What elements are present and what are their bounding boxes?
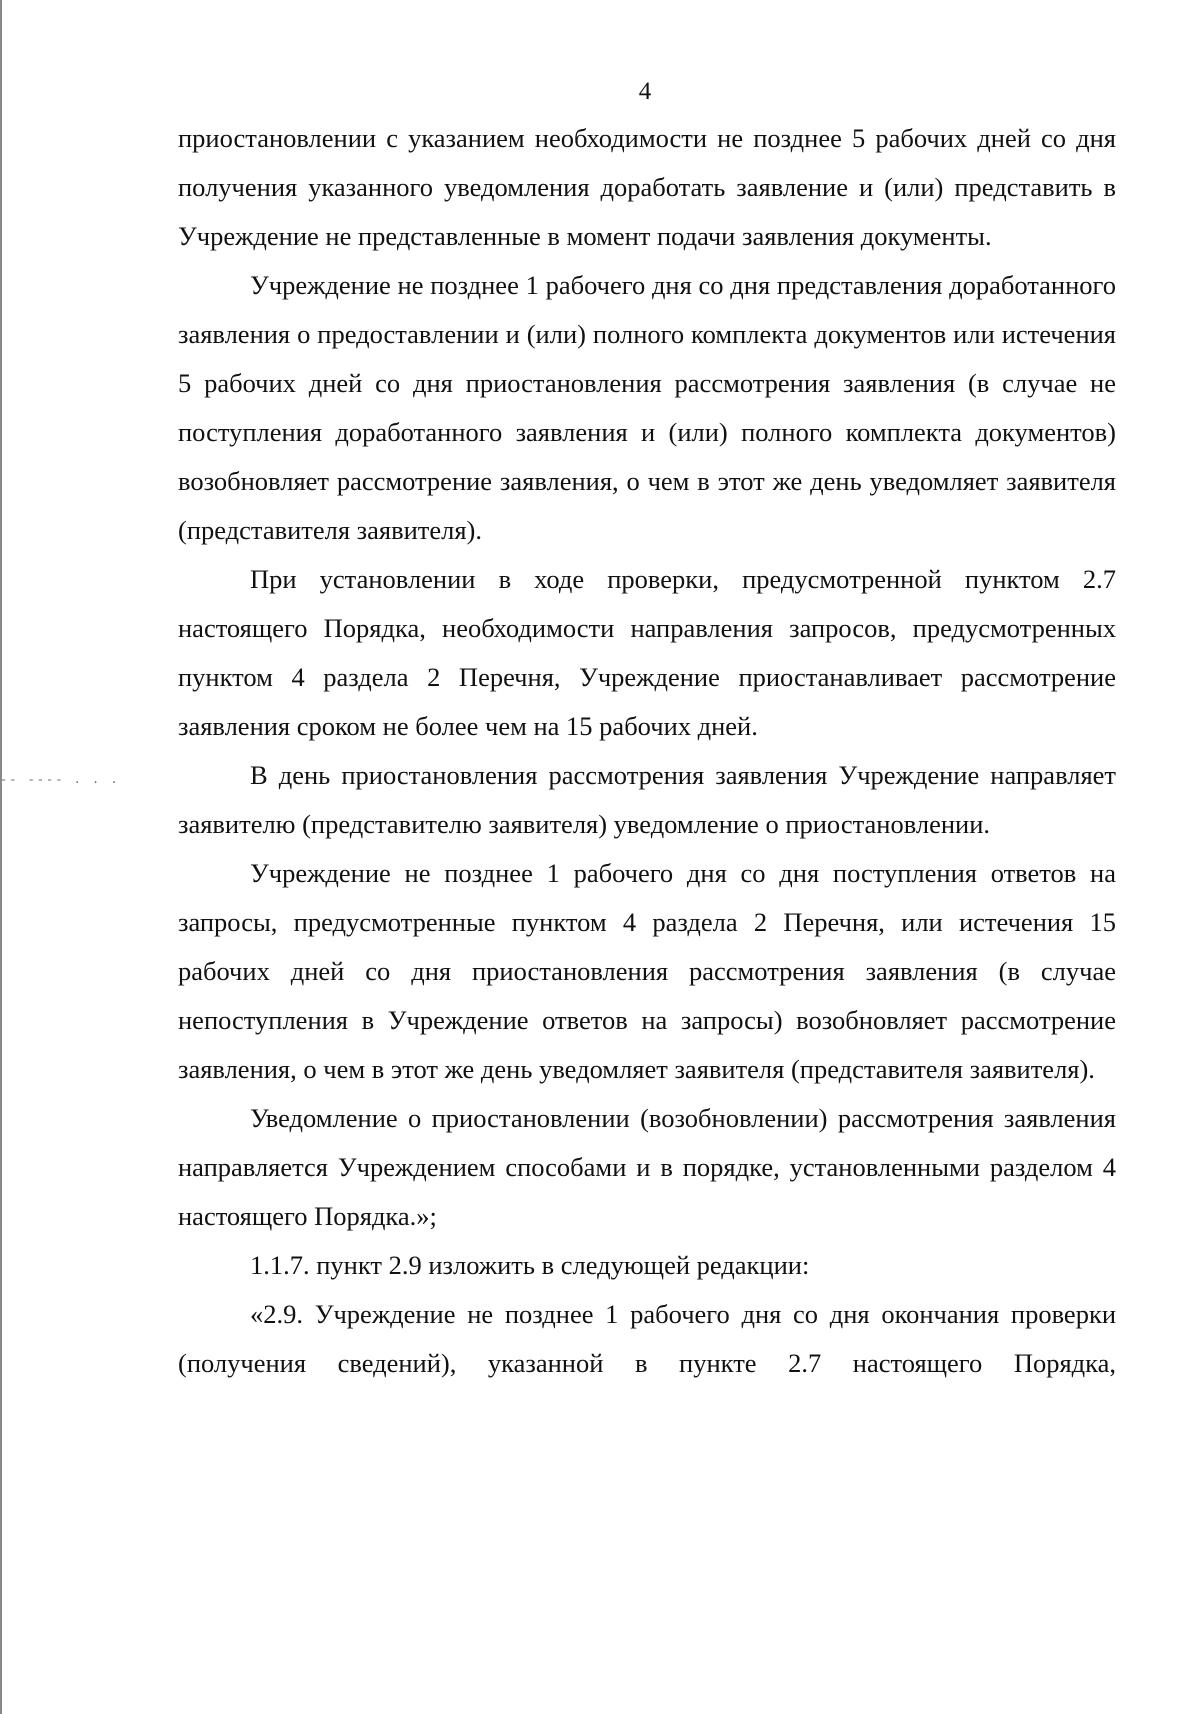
margin-mark: -- ---- . . . [0,773,120,787]
paragraph-4: В день приостановления рассмотрения заявления Учреждение направляет заявителю (представителю заявителя) уведомление о приостановлении. [178,760,1116,839]
page-number: 4 [638,78,652,105]
paragraph-6: Уведомление о приостановлении (возобновлении) рассмотрения заявления направляется Учреждением способами и в порядке, установленными разделом 4 настоящего Порядка.»; [178,1103,1116,1231]
paragraph-5: Учреждение не позднее 1 рабочего дня со дня поступления ответов на запросы, предусмотренные пунктом 4 раздела 2 Перечня, или истечения 15 рабочих дней со дня приостановления рассмотрения заявления (в случае непоступления в Учреждение ответов на запросы) возобновляет рассмотрение заявления, о чем в этот же день уведомляет заявителя (представителя заявителя). [178,858,1116,1084]
paragraph-2: Учреждение не позднее 1 рабочего дня со дня представления доработанного заявления о предоставлении и (или) полного комплекта документов или истечения 5 рабочих дней со дня приостановления рассмотрения заявления (в случае не поступления доработанного заявления и (или) полного комплекта документов) возобновляет рассмотрение заявления, о чем в этот же день уведомляет заявителя (представителя заявителя). [178,270,1116,545]
paragraph-1: приостановлении с указанием необходимости не позднее 5 рабочих дней со дня получения указанного уведомления доработать заявление и (или) представить в Учреждение не представленные в момент подачи заявления документы. [178,123,1116,251]
document-body [178,114,1116,1388]
paragraph-3: При установлении в ходе проверки, предусмотренной пунктом 2.7 настоящего Порядка, необходимости направления запросов, предусмотренных пунктом 4 раздела 2 Перечня, Учреждение приостанавливает рассмотрение заявления сроком не более чем на 15 рабочих дней. [178,564,1116,741]
paragraph-7: 1.1.7. пункт 2.9 изложить в следующей редакции: [250,1250,810,1280]
scan-left-edge [0,0,2,1714]
paragraph-8: «2.9. Учреждение не позднее 1 рабочего дня со дня окончания проверки (получения сведений), указанной в пункте 2.7 настоящего Порядка, [178,1299,1116,1378]
